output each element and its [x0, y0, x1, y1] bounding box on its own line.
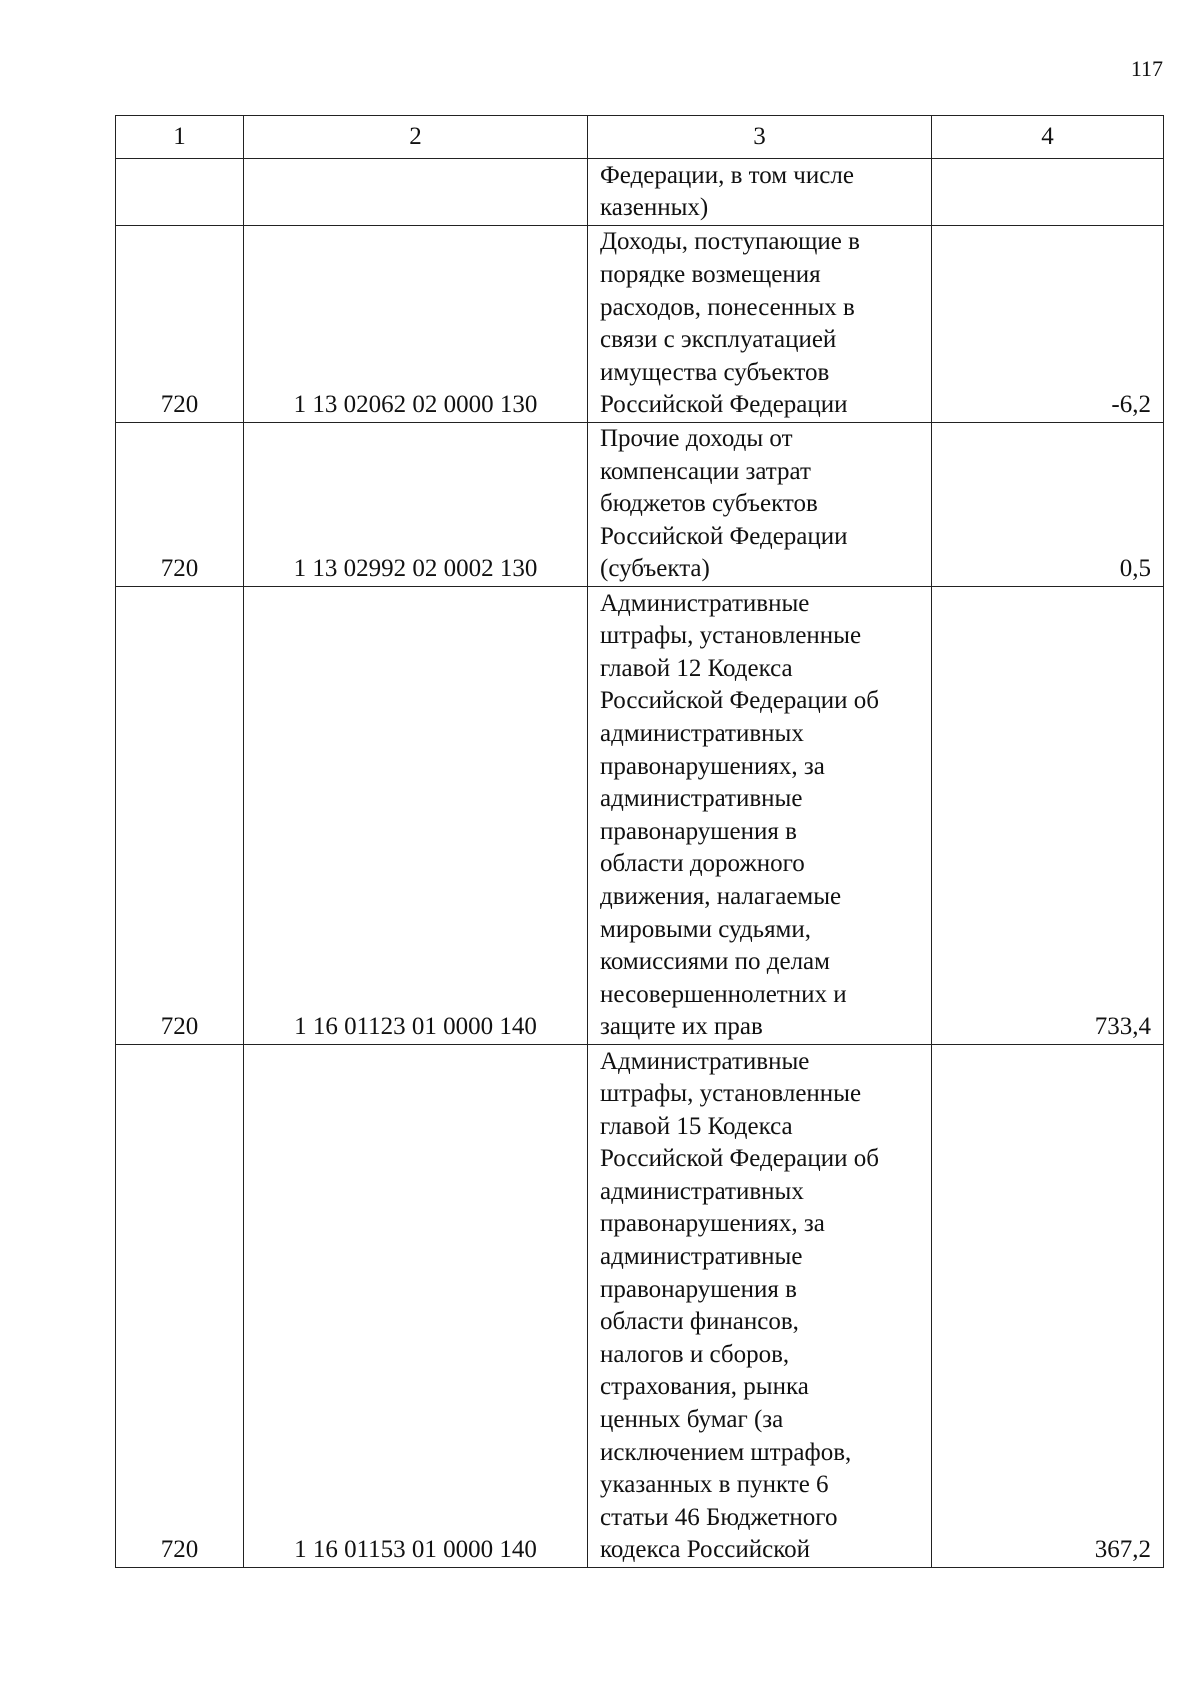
admin-code-cell: 720: [116, 1045, 244, 1568]
revenue-name-cell: Доходы, поступающие в порядке возмещения расходов, понесенных в связи с эксплуатацией имущества субъектов Российской Федерации: [588, 226, 932, 423]
admin-code-cell: 720: [116, 226, 244, 423]
revenue-name-cell: Административные штрафы, установленные главой 12 Кодекса Российской Федерации об административных правонарушениях, за административные правонарушения в области дорожного движения, налагаемые мировыми судьями, комиссиями по делам несовершеннолетних и защите их прав: [588, 587, 932, 1045]
amount-cell: 733,4: [932, 587, 1164, 1045]
table-row: [116, 1045, 1164, 1568]
revenue-code-cell: 1 16 01123 01 0000 140: [244, 587, 588, 1045]
revenue-name-cell: Прочие доходы от компенсации затрат бюджетов субъектов Российской Федерации (субъекта): [588, 423, 932, 587]
revenue-code-cell: 1 16 01153 01 0000 140: [244, 1045, 588, 1568]
table-row: [116, 423, 1164, 587]
revenue-table: [115, 115, 1164, 1568]
amount-cell: 367,2: [932, 1045, 1164, 1568]
revenue-name-cell: Административные штрафы, установленные главой 15 Кодекса Российской Федерации об административных правонарушениях, за административные правонарушения в области финансов, налогов и сборов, страхования, рынка ценных бумаг (за исключением штрафов, указанных в пункте 6 статьи 46 Бюджетного кодекса Российской: [588, 1045, 932, 1568]
revenue-code-cell: [244, 159, 588, 226]
admin-code-cell: 720: [116, 423, 244, 587]
table-header-row: [116, 116, 1164, 159]
amount-cell: 0,5: [932, 423, 1164, 587]
table-row: [116, 159, 1164, 226]
table-row: [116, 587, 1164, 1045]
revenue-code-cell: 1 13 02992 02 0002 130: [244, 423, 588, 587]
revenue-code-cell: 1 13 02062 02 0000 130: [244, 226, 588, 423]
admin-code-cell: 720: [116, 587, 244, 1045]
amount-cell: [932, 159, 1164, 226]
column-header: 4: [932, 116, 1164, 159]
column-header: 2: [244, 116, 588, 159]
amount-cell: -6,2: [932, 226, 1164, 423]
column-header: 1: [116, 116, 244, 159]
column-header: 3: [588, 116, 932, 159]
revenue-name-cell: Федерации, в том числе казенных): [588, 159, 932, 226]
table-row: [116, 226, 1164, 423]
admin-code-cell: [116, 159, 244, 226]
page-number: 117: [1130, 56, 1163, 81]
